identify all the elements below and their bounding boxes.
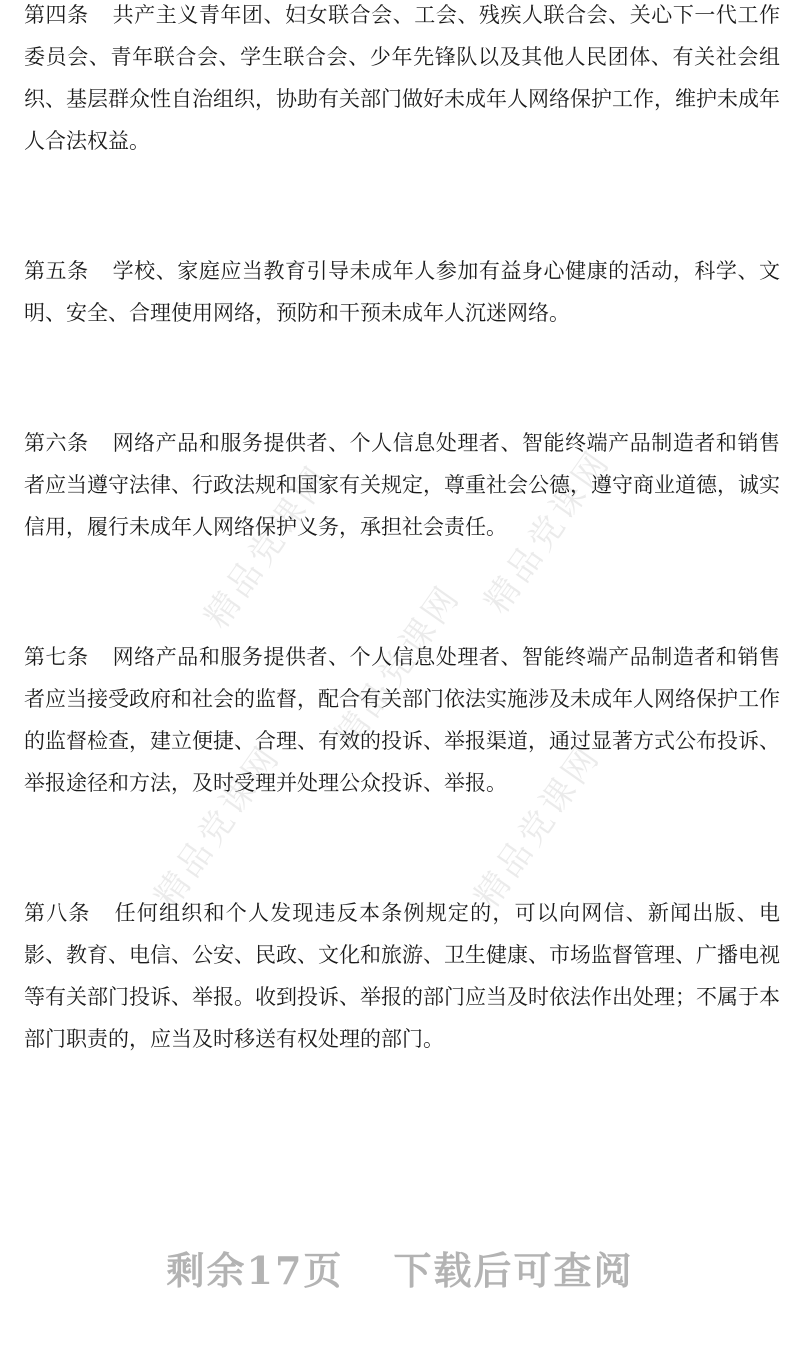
watermark: 精品党课网 [146,737,289,916]
watermark: 精品党课网 [196,457,339,636]
watermark: 精品党课网 [476,442,619,621]
article-4 [24,0,780,162]
article-number: 第五条 [24,259,89,283]
watermark: 精品党课网 [466,737,609,916]
article-text: 任何组织和个人发现违反本条例规定的，可以向网信、新闻出版、电影、教育、电信、公安、民政、文化和旅游、卫生健康、市场监督管理、广播电视等有关部门投诉、举报。收到投诉、举报的部门应当及时依法作出处理；不属于本部门职责的，应当及时移送有权处理的部门。 [24,901,780,1051]
download-prompt[interactable] [0,1240,800,1295]
article-number: 第六条 [24,431,89,455]
watermark: 精品党课网 [326,577,469,756]
article-5 [24,250,780,334]
article-number: 第四条 [24,3,89,27]
article-6 [24,422,780,548]
remaining-pages-label: 剩余17页 [166,1248,344,1293]
article-number: 第七条 [24,645,89,669]
article-8 [24,892,780,1060]
download-to-view-label: 下载后可查阅 [393,1248,634,1293]
article-text: 共产主义青年团、妇女联合会、工会、残疾人联合会、关心下一代工作委员会、青年联合会、学生联合会、少年先锋队以及其他人民团体、有关社会组织、基层群众性自治组织，协助有关部门做好未成年人网络保护工作，维护未成年人合法权益。 [24,3,781,153]
article-text: 网络产品和服务提供者、个人信息处理者、智能终端产品制造者和销售者应当接受政府和社会的监督，配合有关部门依法实施涉及未成年人网络保护工作的监督检查，建立便捷、合理、有效的投诉、举报渠道，通过显著方式公布投诉、举报途径和方法，及时受理并处理公众投诉、举报。 [24,645,781,795]
article-7 [24,636,780,804]
article-list [24,0,780,1148]
article-text: 网络产品和服务提供者、个人信息处理者、智能终端产品制造者和销售者应当遵守法律、行政法规和国家有关规定，尊重社会公德，遵守商业道德，诚实信用，履行未成年人网络保护义务，承担社会责任。 [24,431,781,539]
article-number: 第八条 [24,901,91,925]
article-text: 学校、家庭应当教育引导未成年人参加有益身心健康的活动，科学、文明、安全、合理使用网络，预防和干预未成年人沉迷网络。 [24,259,781,325]
